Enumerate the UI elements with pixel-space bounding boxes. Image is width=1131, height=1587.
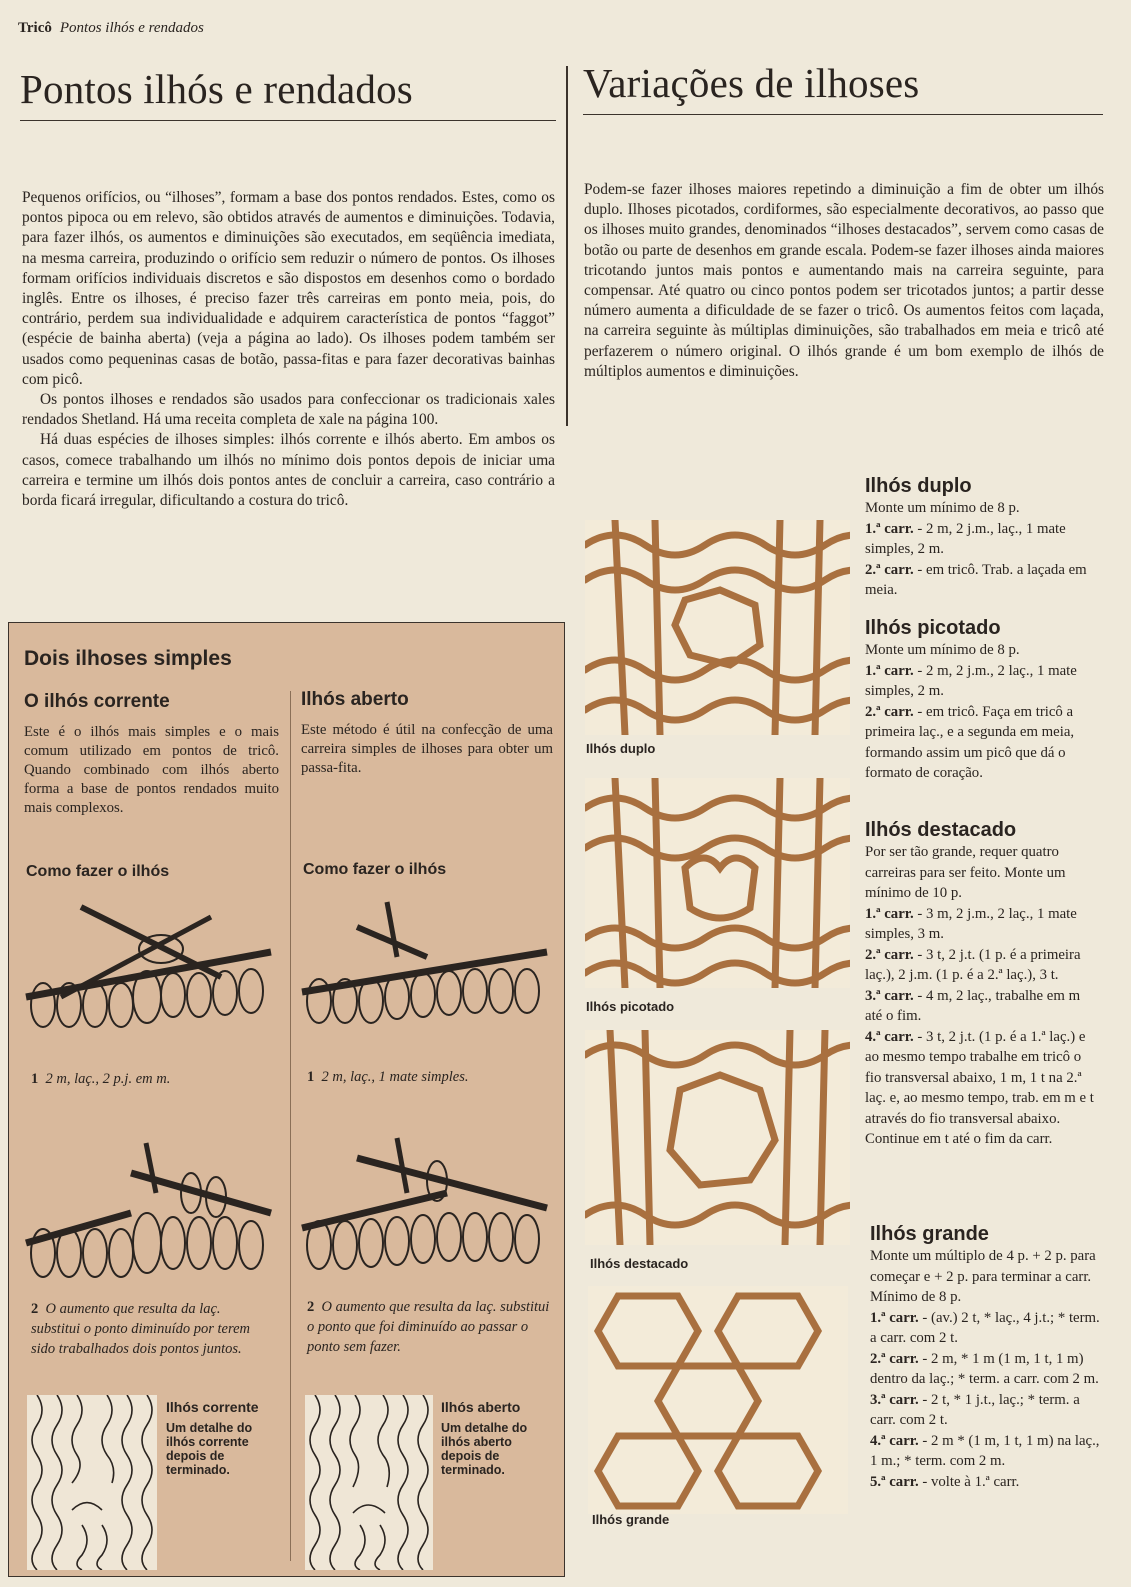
- caption-ilhos-destacado: Ilhós destacado: [590, 1256, 689, 1271]
- title-rule-right: [583, 114, 1103, 115]
- pattern-title-duplo: Ilhós duplo: [865, 475, 972, 497]
- pattern-title-picotado: Ilhós picotado: [865, 617, 1001, 639]
- photo-ilhos-destacado: [585, 1030, 850, 1245]
- corrente-text: Este é o ilhós mais simples e o mais comum utilizado em pontos de tricô. Quando combinado com ilhós aberto forma a base de pontos rendados muito mais complexos.: [24, 724, 279, 816]
- photo-ilhos-duplo: [585, 520, 850, 735]
- corrente-detail-text: Um detalhe do ilhós corrente depois de terminado.: [166, 1421, 253, 1477]
- corrente-step2-caption: 2 O aumento que resulta da laç. substitui o ponto diminuído por terem sido trabalhados dois pontos juntos.: [31, 1301, 250, 1357]
- box-title: Dois ilhoses simples: [24, 647, 232, 670]
- corrente-detail-illustration: [27, 1395, 157, 1570]
- pattern-ilhos-destacado: [865, 818, 1100, 1150]
- corrente-detail-title: Ilhós corrente: [166, 1399, 259, 1415]
- aberto-step1-caption: 1 2 m, laç., 1 mate simples.: [307, 1069, 469, 1085]
- aberto-detail-text: Um detalhe do ilhós aberto depois de terminado.: [441, 1421, 528, 1477]
- pattern-ilhos-duplo: [865, 474, 1100, 601]
- section-label: Tricô: [18, 20, 52, 36]
- intro-paragraph-1: Pequenos orifícios, ou “ilhoses”, formam a base dos pontos rendados. Estes, como os pontos pipoca ou em relevo, são obtidos através de aumentos e diminuições. Todavia, para fazer ilhós, os aumentos e diminuições são executados, em seqüência imediata, na mesma carreira, produzindo o orifício sem reduzir o número de pontos. Os ilhoses formam orifícios individuais discretos e são dispostos em desenhos como o bordado inglês. Entre os ilhoses, é preciso fazer três carreiras em ponto meia, pois, do contrário, perdem sua individualidade e adquirem característica de pontos “faggot” (espécie de bainha aberta) (veja a página ao lado). Os ilhoses podem também ser usados como pequeninas casas de botão, passa-fitas e para fazer decorativas bainhas com picô.: [22, 189, 555, 388]
- pattern-body-duplo: Monte um mínimo de 8 p. 1.ª carr. - 2 m, 2 j.m., laç., 1 mate simples, 2 m. 2.ª carr. - em tricô. Trab. a laçada em meia.: [865, 500, 1087, 598]
- intro-paragraph-2: Os pontos ilhoses e rendados são usados para confeccionar os tradicionais xales rendados Shetland. Há uma receita completa de xale na página 100.: [22, 391, 555, 429]
- pattern-body-destacado: Por ser tão grande, requer quatro carreiras para ser feito. Monte um mínimo de 10 p. 1.ª carr. - 3 m, 2 j.m., 2 laç., 1 mate simples, 3 m. 2.ª carr. - 3 t, 2 j.t. (1 p. é a primeira laç.), 2 j.m. (1 p. é a 2.ª laç.), 3 t. 3.ª carr. - 4 m, 2 laç., trabalhe em m até o fim. 4.ª carr. - 3 t, 2 j.t. (1 p. é a 1.ª laç.) e ao mesmo tempo trabalhe em tricô o fio transversal abaixo, 1 m, 1 t na 2.ª laç. e, ao mesmo tempo, trab. em m e t através do fio transversal abaixo. Continue em t até o fim da carr.: [865, 844, 1094, 1147]
- aberto-step2-caption: 2 O aumento que resulta da laç. substitui o ponto que foi diminuído ao passar o ponto sem fazer.: [307, 1299, 550, 1355]
- pattern-ilhos-grande: [870, 1222, 1100, 1492]
- column-divider: [566, 66, 568, 426]
- pattern-body-picotado: Monte um mínimo de 8 p. 1.ª carr. - 2 m, 2 j.m., 2 laç., 1 mate simples, 2 m. 2.ª carr. - em tricô. Faça em tricô a primeira laç., e a segunda em meia, formando assim um picô que dá o formato de coração.: [865, 642, 1077, 781]
- pattern-ilhos-picotado: [865, 616, 1100, 784]
- section-subtitle: Pontos ilhós e rendados: [59, 20, 204, 36]
- title-rule-left: [20, 120, 556, 121]
- aberto-detail-illustration: [305, 1395, 433, 1570]
- simple-eyelets-box: [8, 622, 565, 1577]
- running-head: [18, 20, 204, 37]
- pattern-title-destacado: Ilhós destacado: [865, 819, 1017, 841]
- variations-title: Variações de ilhoses: [583, 60, 920, 106]
- pattern-body-grande: Monte um múltiplo de 4 p. + 2 p. para começar e + 2 p. para terminar a carr. Mínimo de 8 p. 1.ª carr. - (av.) 2 t, * laç., 4 j.t.; * term. a carr. com 2 t. 2.ª carr. - 2 m, * 1 m (1 m, 1 t, 1 m) dentro da laç.; * term. a carr. com 2 m. 3.ª carr. - 2 t, * 1 j.t., laç.; * term. a carr. com 2 t. 4.ª carr. - 2 m * (1 m, 1 t, 1 m) na laç., 1 m.; * term. com 2 m. 5.ª carr. - volte à 1.ª carr.: [870, 1248, 1100, 1490]
- corrente-step1-illustration: [21, 897, 283, 1047]
- aberto-heading: Ilhós aberto: [301, 689, 409, 710]
- aberto-text: Este método é útil na confecção de uma carreira simples de ilhoses para obter um passa-fita.: [301, 722, 553, 776]
- intro-text: [22, 188, 555, 511]
- caption-ilhos-duplo: Ilhós duplo: [586, 741, 656, 756]
- corrente-heading: O ilhós corrente: [24, 691, 170, 712]
- variations-intro: Podem-se fazer ilhoses maiores repetindo a diminuição a fim de obter um ilhós duplo. Ilhoses picotados, cordiformes, são especialmente decorativos, ao passo que os ilhoses muito grandes, denominados “ilhoses destacados”, servem como casas de botão ou parte de desenhos em grande escala. Podem-se fazer ilhoses ainda maiores tricotando juntos mais pontos e aumentando mais na carreira seguinte, para compensar. Até quatro ou cinco pontos podem ser tricotados juntos; a partir desse número aumenta a dificuldade de se fazer o tricô. Os aumentos feitos com laçada, na carreira seguinte às múltiplas diminuições, são trabalhados em meia e tricô até perfazerem o número original. O ilhós grande é um bom exemplo de ilhós de múltiplos aumentos e diminuições.: [584, 181, 1104, 380]
- aberto-detail-title: Ilhós aberto: [441, 1399, 521, 1415]
- caption-ilhos-grande: Ilhós grande: [592, 1512, 670, 1527]
- intro-paragraph-3: Há duas espécies de ilhoses simples: ilhós corrente e ilhós aberto. Em ambos os casos, comece trabalhando um ilhós no mínimo dois pontos depois de iniciar uma carreira e termine um ilhós dois pontos antes de concluir a carreira, caso contrário a borda ficará irregular, dificultando a costura do tricô.: [22, 431, 555, 510]
- corrente-step2-illustration: [21, 1133, 283, 1293]
- corrente-step1-caption: 1 2 m, laç., 2 p.j. em m.: [31, 1071, 171, 1087]
- photo-ilhos-grande: [588, 1286, 848, 1514]
- caption-ilhos-picotado: Ilhós picotado: [586, 999, 675, 1014]
- box-divider: [290, 691, 291, 1561]
- photo-ilhos-picotado: [585, 778, 850, 988]
- aberto-step2-illustration: [297, 1133, 559, 1293]
- pattern-title-grande: Ilhós grande: [870, 1223, 989, 1245]
- aberto-step1-illustration: [297, 897, 559, 1047]
- page-title: Pontos ilhós e rendados: [20, 66, 413, 112]
- aberto-howto: Como fazer o ilhós: [303, 861, 447, 878]
- corrente-howto: Como fazer o ilhós: [26, 863, 170, 880]
